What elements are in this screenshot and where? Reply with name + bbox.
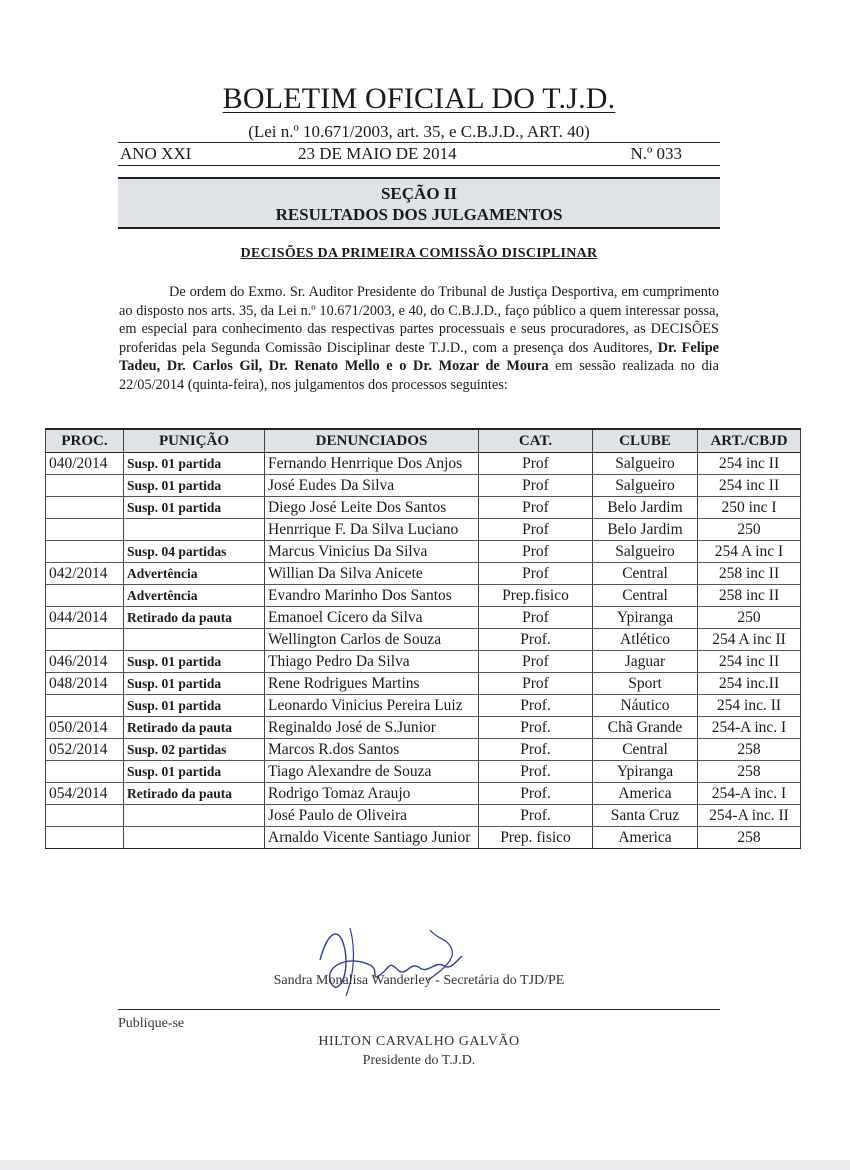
cat-cell: Prof [479, 453, 593, 475]
punicao-cell: Susp. 01 partida [124, 673, 265, 695]
denunciado-cell: Marcos R.dos Santos [265, 739, 479, 761]
punicao-cell: Advertência [124, 563, 265, 585]
clube-cell: Chã Grande [593, 717, 698, 739]
denunciado-cell: Evandro Marinho Dos Santos [265, 585, 479, 607]
clube-cell: Salgueiro [593, 453, 698, 475]
punicao-cell: Advertência [124, 585, 265, 607]
bulletin-title: BOLETIM OFICIAL DO T.J.D. [222, 82, 616, 115]
denunciado-cell: Arnaldo Vicente Santiago Junior [265, 827, 479, 849]
cat-cell: Prof. [479, 717, 593, 739]
cat-cell: Prof [479, 541, 593, 563]
proc-cell: 052/2014 [46, 739, 124, 761]
proc-cell: 042/2014 [46, 563, 124, 585]
clube-cell: Central [593, 739, 698, 761]
clube-cell: America [593, 827, 698, 849]
scan-edge [0, 1160, 850, 1170]
denunciado-cell: Wellington Carlos de Souza [265, 629, 479, 651]
president-title: Presidente do T.J.D. [362, 1053, 476, 1068]
art-cell: 258 inc II [698, 585, 801, 607]
table-row [46, 585, 801, 607]
art-cell: 250 inc I [698, 497, 801, 519]
proc-cell [46, 541, 124, 563]
cat-cell: Prof [479, 475, 593, 497]
denunciado-cell: Reginaldo José de S.Junior [265, 717, 479, 739]
table-row [46, 827, 801, 849]
clube-cell: Salgueiro [593, 541, 698, 563]
publique-label: Publique-se [118, 1016, 185, 1031]
clube-cell: Náutico [593, 695, 698, 717]
section-number: SEÇÃO II [380, 184, 458, 203]
header-cat: CAT. [479, 429, 593, 453]
cat-cell: Prof. [479, 739, 593, 761]
section-title: RESULTADOS DOS JULGAMENTOS [275, 205, 563, 224]
table-row [46, 541, 801, 563]
table-row [46, 453, 801, 475]
denunciado-cell: José Paulo de Oliveira [265, 805, 479, 827]
cat-cell: Prof [479, 519, 593, 541]
denunciado-cell: Tiago Alexandre de Souza [265, 761, 479, 783]
cat-cell: Prof. [479, 695, 593, 717]
masthead [118, 82, 720, 142]
table-row [46, 695, 801, 717]
clube-cell: Central [593, 585, 698, 607]
issue-date: 23 DE MAIO DE 2014 [298, 144, 457, 163]
cat-cell: Prep. fisico [479, 827, 593, 849]
section-heading [118, 177, 720, 229]
punicao-cell: Susp. 01 partida [124, 453, 265, 475]
intro-text-2: em sessão realizada no dia 22/05/2014 (quinta-feira), nos julgamentos dos processos seguintes: [119, 358, 719, 393]
table-row [46, 563, 801, 585]
header-denunciados: DENUNCIADOS [265, 429, 479, 453]
punicao-cell [124, 519, 265, 541]
proc-cell: 050/2014 [46, 717, 124, 739]
table-row [46, 673, 801, 695]
denunciado-cell: Emanoel Cícero da Silva [265, 607, 479, 629]
cat-cell: Prof [479, 651, 593, 673]
issue-line [118, 142, 720, 166]
commission-title: DECISÕES DA PRIMEIRA COMISSÃO DISCIPLINAR [240, 246, 598, 261]
table-row [46, 651, 801, 673]
art-cell: 254 inc.II [698, 673, 801, 695]
table-row [46, 475, 801, 497]
clube-cell: Salgueiro [593, 475, 698, 497]
cat-cell: Prof. [479, 783, 593, 805]
header-proc: PROC. [46, 429, 124, 453]
issue-year: ANO XXI [120, 144, 192, 163]
table-row [46, 739, 801, 761]
president-name: HILTON CARVALHO GALVÃO [318, 1034, 520, 1049]
cat-cell: Prof [479, 497, 593, 519]
denunciado-cell: Leonardo Vinicius Pereira Luiz [265, 695, 479, 717]
denunciado-cell: Henrrique F. Da Silva Luciano [265, 519, 479, 541]
cat-cell: Prof [479, 607, 593, 629]
punicao-cell: Susp. 01 partida [124, 695, 265, 717]
proc-cell [46, 475, 124, 497]
denunciado-cell: Marcus Vinicius Da Silva [265, 541, 479, 563]
intro-auditors: Dr. Felipe Tadeu, Dr. Carlos Gil, Dr. Renato Mello e o Dr. Mozar de Moura [119, 339, 720, 374]
clube-cell: Ypiranga [593, 761, 698, 783]
table-row [46, 783, 801, 805]
proc-cell: 044/2014 [46, 607, 124, 629]
art-cell: 254 inc II [698, 651, 801, 673]
art-cell: 254 inc II [698, 453, 801, 475]
punicao-cell [124, 629, 265, 651]
intro-paragraph [119, 283, 719, 394]
proc-cell [46, 805, 124, 827]
proc-cell [46, 497, 124, 519]
proc-cell [46, 827, 124, 849]
denunciado-cell: José Eudes Da Silva [265, 475, 479, 497]
art-cell: 254 A inc II [698, 629, 801, 651]
intro-text-1: De ordem do Exmo. Sr. Auditor Presidente do Tribunal de Justiça Desportiva, em cumprimento ao disposto nos arts. 35, da Lei n.º 10.671/2003, e 40, do C.B.J.D., faço público a quem interessar possa, em especial para conhecimento das respectivas partes processuais e seus procuradores, as DECISÕES proferidas pela Segunda Comissão Disciplinar deste T.J.D., com a presença dos Auditores, [119, 284, 719, 356]
clube-cell: Belo Jardim [593, 497, 698, 519]
punicao-cell: Susp. 01 partida [124, 475, 265, 497]
cat-cell: Prof [479, 673, 593, 695]
art-cell: 250 [698, 519, 801, 541]
punicao-cell: Susp. 01 partida [124, 497, 265, 519]
art-cell: 254-A inc. I [698, 783, 801, 805]
denunciado-cell: Willian Da Silva Anicete [265, 563, 479, 585]
cat-cell: Prep.fisico [479, 585, 593, 607]
art-cell: 254 inc II [698, 475, 801, 497]
proc-cell: 054/2014 [46, 783, 124, 805]
punicao-cell: Susp. 02 partidas [124, 739, 265, 761]
header-punicao: PUNIÇÃO [124, 429, 265, 453]
proc-cell: 046/2014 [46, 651, 124, 673]
punicao-cell [124, 805, 265, 827]
art-cell: 250 [698, 607, 801, 629]
proc-cell [46, 629, 124, 651]
proc-cell [46, 695, 124, 717]
proc-cell: 040/2014 [46, 453, 124, 475]
punicao-cell: Retirado da pauta [124, 717, 265, 739]
punicao-cell: Retirado da pauta [124, 607, 265, 629]
proc-cell [46, 585, 124, 607]
clube-cell: Jaguar [593, 651, 698, 673]
punicao-cell: Susp. 01 partida [124, 761, 265, 783]
art-cell: 254-A inc. I [698, 717, 801, 739]
clube-cell: Santa Cruz [593, 805, 698, 827]
denunciado-cell: Diego José Leite Dos Santos [265, 497, 479, 519]
cat-cell: Prof. [479, 629, 593, 651]
table-row [46, 607, 801, 629]
art-cell: 258 [698, 761, 801, 783]
cat-cell: Prof. [479, 805, 593, 827]
table-row [46, 519, 801, 541]
art-cell: 258 [698, 739, 801, 761]
signer-block [118, 1032, 720, 1070]
table-row [46, 629, 801, 651]
issue-number: N.º 033 [630, 144, 682, 163]
table-row [46, 805, 801, 827]
law-reference: (Lei n.º 10.671/2003, art. 35, e C.B.J.D., ART. 40) [248, 122, 590, 141]
clube-cell: Ypiranga [593, 607, 698, 629]
punicao-cell: Retirado da pauta [124, 783, 265, 805]
punicao-cell: Susp. 04 partidas [124, 541, 265, 563]
table-row [46, 717, 801, 739]
header-clube: CLUBE [593, 429, 698, 453]
clube-cell: Belo Jardim [593, 519, 698, 541]
header-art: ART./CBJD [698, 429, 801, 453]
bottom-rule [118, 1009, 720, 1010]
cat-cell: Prof. [479, 761, 593, 783]
cat-cell: Prof [479, 563, 593, 585]
denunciado-cell: Fernando Henrrique Dos Anjos [265, 453, 479, 475]
punicao-cell [124, 827, 265, 849]
clube-cell: America [593, 783, 698, 805]
art-cell: 258 [698, 827, 801, 849]
denunciado-cell: Rodrigo Tomaz Araujo [265, 783, 479, 805]
denunciado-cell: Rene Rodrigues Martins [265, 673, 479, 695]
proc-cell [46, 519, 124, 541]
clube-cell: Atlético [593, 629, 698, 651]
table-row [46, 497, 801, 519]
results-table [45, 428, 801, 849]
art-cell: 254 A inc I [698, 541, 801, 563]
table-row [46, 761, 801, 783]
denunciado-cell: Thiago Pedro Da Silva [265, 651, 479, 673]
proc-cell [46, 761, 124, 783]
art-cell: 258 inc II [698, 563, 801, 585]
clube-cell: Sport [593, 673, 698, 695]
proc-cell: 048/2014 [46, 673, 124, 695]
art-cell: 254 inc. II [698, 695, 801, 717]
art-cell: 254-A inc. II [698, 805, 801, 827]
secretary-line: Sandra Monalisa Wanderley - Secretária do TJD/PE [273, 973, 565, 988]
clube-cell: Central [593, 563, 698, 585]
punicao-cell: Susp. 01 partida [124, 651, 265, 673]
table-header-row [46, 429, 801, 453]
